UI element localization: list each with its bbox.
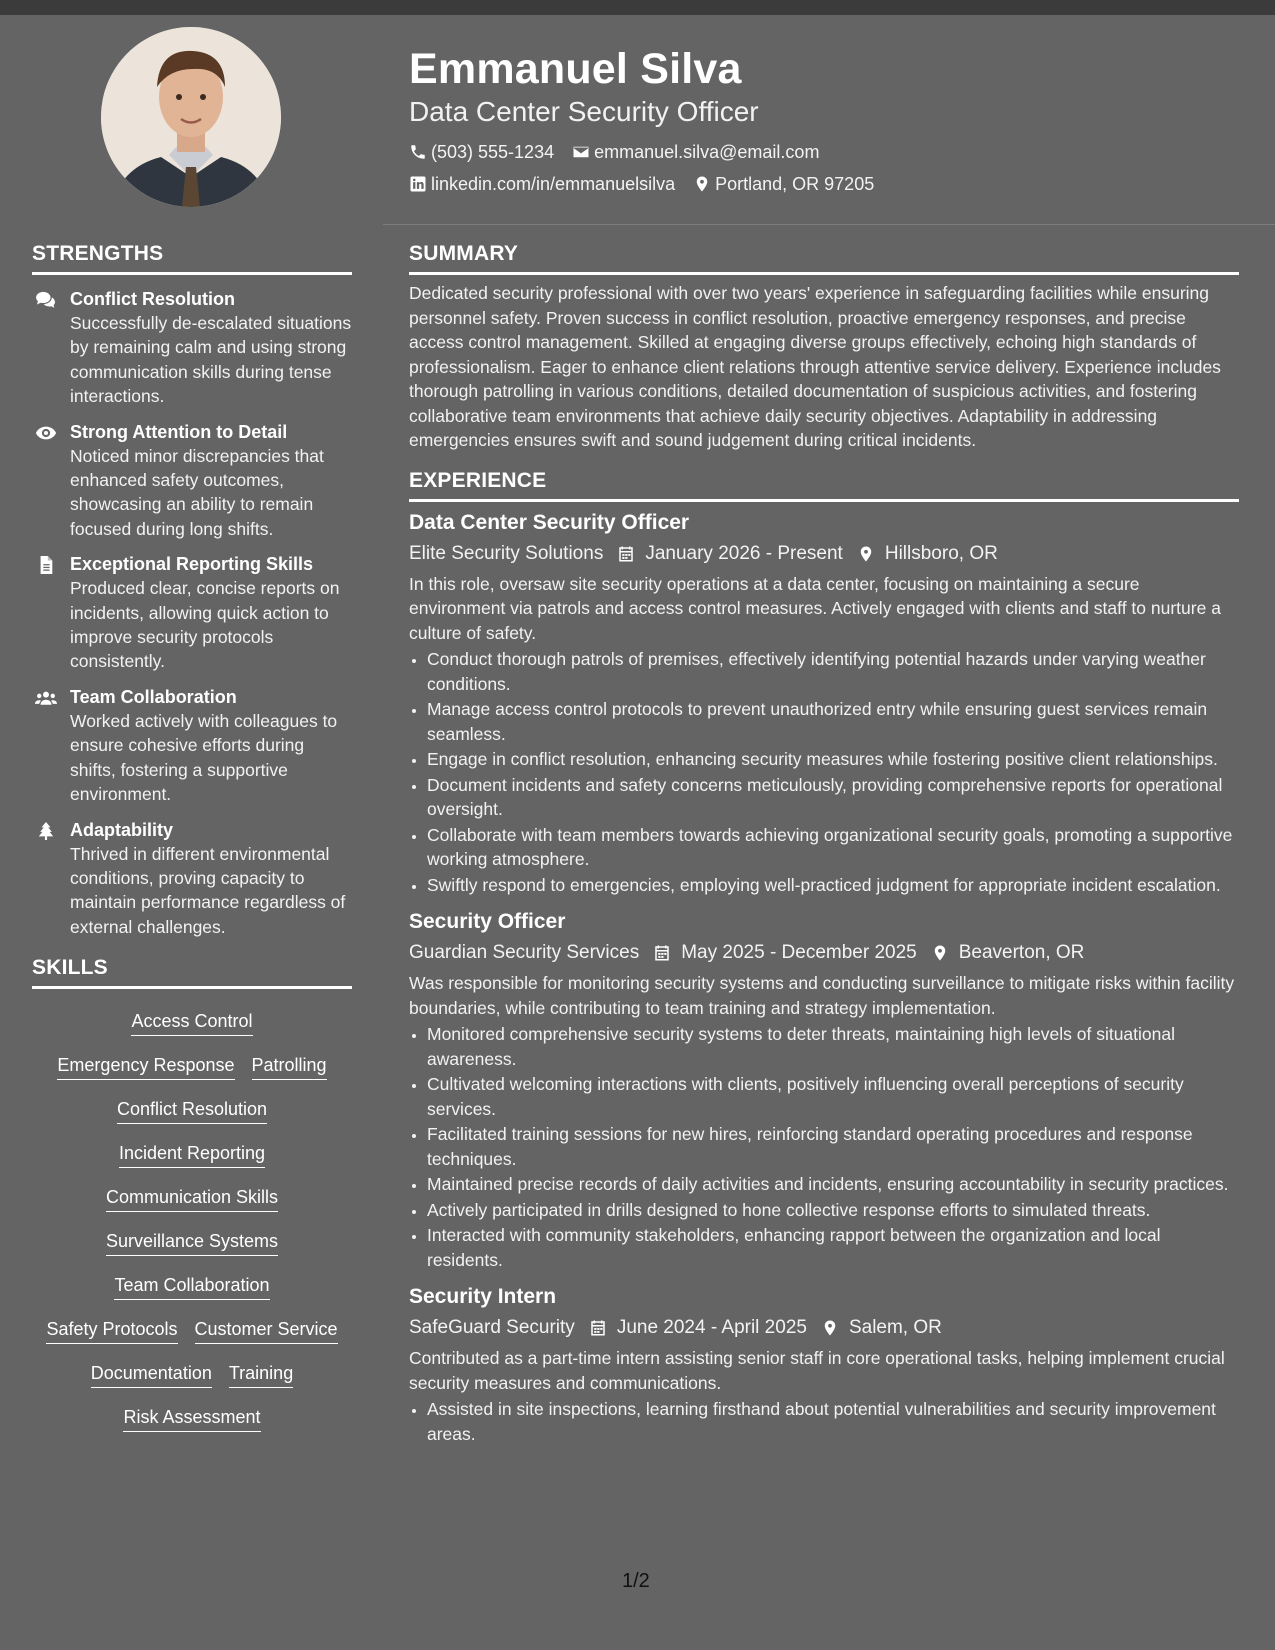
job-dates: January 2026 - Present xyxy=(645,542,843,564)
job-bullets xyxy=(409,647,1239,897)
job-bullet: • Interacted with community stakeholders, enhancing rapport between the organization and local residents. xyxy=(427,1223,1239,1272)
strength-desc: Produced clear, concise reports on incidents, allowing quick action to improve security protocols consistently. xyxy=(70,578,340,672)
strengths-rule xyxy=(32,272,352,275)
strength-item xyxy=(32,552,352,674)
strength-desc: Thrived in different environmental conditions, proving capacity to maintain performance regardless of external challenges. xyxy=(70,843,346,937)
skill-chip: Patrolling xyxy=(252,1053,327,1080)
job-bullet: • Manage access control protocols to prevent unauthorized entry while ensuring guest services remain seamless. xyxy=(427,697,1239,746)
tree-icon xyxy=(35,822,57,840)
phone-contact xyxy=(409,136,554,168)
strength-title: Team Collaboration xyxy=(70,686,237,707)
job-bullet: • Swiftly respond to emergencies, employing well-practiced judgment for appropriate incident escalation. xyxy=(427,873,1239,898)
candidate-name: Emmanuel Silva xyxy=(409,45,742,93)
job-dates: June 2024 - April 2025 xyxy=(616,1317,807,1338)
skills-row xyxy=(32,1053,352,1080)
job-location: Salem, OR xyxy=(848,1317,942,1338)
skill-chip: Communication Skills xyxy=(106,1185,278,1212)
calendar-icon xyxy=(653,944,671,962)
job-company: SafeGuard Security xyxy=(409,1317,575,1338)
strength-item xyxy=(32,420,352,542)
job-title: Security Officer xyxy=(409,910,566,933)
summary-text: Dedicated security professional with over two years' experience in safeguarding facilities while ensuring personnel safety. Proven success in conflict resolution, proactive emergency responses, and precise access control management. Skilled at engaging diverse groups effectively, echoing high standards of professionalism. Eager to enhance client relations through attentive service delivery. Experience includes thorough patrolling in various conditions, detailed documentation of suspicious activities, and fostering collaborative team environments that achieve daily security objectives. Adaptability in addressing emergencies ensures swift and sound judgement during critical incidents. xyxy=(409,283,1221,450)
skill-chip: Surveillance Systems xyxy=(106,1229,278,1256)
contact-row-2 xyxy=(409,168,1239,200)
skills-row xyxy=(32,1405,352,1432)
job-dates: May 2025 - December 2025 xyxy=(681,942,917,963)
strength-desc: Worked actively with colleagues to ensure cohesive efforts during shifts, fostering a supportive environment. xyxy=(70,710,338,805)
job-description: Contributed as a part-time intern assisting senior staff in core operational tasks, helping implement crucial security measures and communications. xyxy=(409,1348,1225,1393)
job-meta xyxy=(409,937,1239,969)
job-bullet: • Engage in conflict resolution, enhancing security measures while fostering positive client relationships. xyxy=(427,747,1239,772)
email-text: emmanuel.silva@email.com xyxy=(594,142,820,162)
skill-chip: Training xyxy=(229,1361,293,1388)
strength-title: Strong Attention to Detail xyxy=(70,421,288,442)
job-bullet: • Maintained precise records of daily activities and incidents, ensuring accountability in security practices. xyxy=(427,1172,1239,1197)
job-bullet: • Facilitated training sessions for new hires, reinforcing standard operating procedures and response techniques. xyxy=(427,1122,1239,1171)
skills-row xyxy=(32,1141,352,1168)
comments-icon xyxy=(35,291,57,309)
skill-chip: Documentation xyxy=(91,1361,212,1388)
skills-row xyxy=(32,1229,352,1256)
job-bullet: • Actively participated in drills designed to hone collective response efforts to simulated threats. xyxy=(427,1198,1239,1223)
summary-rule xyxy=(409,272,1239,275)
job-location: Hillsboro, OR xyxy=(884,542,998,564)
location-contact xyxy=(693,168,874,200)
skills-rule xyxy=(32,986,352,989)
skill-chip: Team Collaboration xyxy=(114,1273,269,1300)
page-number: 1/2 xyxy=(622,1570,650,1592)
job-bullet: • Conduct thorough patrols of premises, effectively identifying potential hazards under varying weather conditions. xyxy=(427,647,1239,696)
strength-title: Exceptional Reporting Skills xyxy=(70,554,314,575)
job-entry xyxy=(409,907,1239,1272)
job-company: Elite Security Solutions xyxy=(409,542,604,564)
linkedin-text: linkedin.com/in/emmanuelsilva xyxy=(431,174,676,194)
skill-chip: Conflict Resolution xyxy=(117,1097,267,1124)
map-pin-icon xyxy=(821,1319,839,1337)
contact-row-1 xyxy=(409,136,1239,168)
strength-item xyxy=(32,685,352,807)
job-bullet: • Collaborate with team members towards achieving organizational security goals, promoting a supportive working atmosphere. xyxy=(427,823,1239,872)
calendar-icon xyxy=(589,1319,607,1337)
skills-row xyxy=(32,1361,352,1388)
skills-list xyxy=(32,995,352,1432)
skill-chip: Emergency Response xyxy=(57,1053,234,1080)
main-column xyxy=(409,236,1239,1456)
skills-title: SKILLS xyxy=(32,956,108,980)
skills-row xyxy=(32,1097,352,1124)
job-bullets xyxy=(409,1022,1239,1272)
profile-photo xyxy=(101,27,281,207)
map-pin-icon xyxy=(693,175,711,193)
skills-row xyxy=(32,1185,352,1212)
location-text: Portland, OR 97205 xyxy=(715,174,875,194)
strengths-title: STRENGTHS xyxy=(32,242,164,265)
eye-icon xyxy=(35,424,57,442)
map-pin-icon xyxy=(931,944,949,962)
job-entry xyxy=(409,1282,1239,1446)
job-meta xyxy=(409,1312,1239,1344)
users-icon xyxy=(35,689,57,707)
sidebar xyxy=(32,236,352,1449)
skill-chip: Access Control xyxy=(131,1009,252,1036)
strength-desc: Successfully de-escalated situations by remaining calm and using strong communication skills during tense interactions. xyxy=(70,313,352,407)
envelope-icon xyxy=(572,143,590,161)
email-contact[interactable] xyxy=(572,136,819,168)
summary-title: SUMMARY xyxy=(409,242,519,265)
job-meta xyxy=(409,538,1239,570)
job-bullet: • Cultivated welcoming interactions with clients, positively influencing overall perceptions of security services. xyxy=(427,1072,1239,1121)
job-company: Guardian Security Services xyxy=(409,942,640,963)
strength-desc: Noticed minor discrepancies that enhanced safety outcomes, showcasing an ability to remain focused during long shifts. xyxy=(70,445,324,539)
document-icon xyxy=(35,556,57,574)
job-location: Beaverton, OR xyxy=(958,942,1085,963)
header-divider xyxy=(383,224,1275,225)
phone-text: (503) 555-1234 xyxy=(431,142,555,162)
skills-row xyxy=(32,1317,352,1344)
job-bullet: • Monitored comprehensive security systems to deter threats, maintaining high levels of situational awareness. xyxy=(427,1022,1239,1071)
job-title: Data Center Security Officer xyxy=(409,510,690,534)
skill-chip: Risk Assessment xyxy=(123,1405,260,1432)
strength-title: Adaptability xyxy=(70,819,174,840)
job-title: Security Intern xyxy=(409,1285,557,1308)
skill-chip: Safety Protocols xyxy=(46,1317,177,1344)
job-entry xyxy=(409,508,1239,898)
resume-header xyxy=(409,42,1239,200)
top-bar xyxy=(0,0,1275,15)
phone-icon xyxy=(409,143,427,161)
job-description: In this role, oversaw site security operations at a data center, focusing on maintaining a secure environment via patrols and access control measures. Actively engaged with clients and staff to nurture a culture of safety. xyxy=(409,573,1221,643)
strength-item xyxy=(32,287,352,409)
experience-rule xyxy=(409,499,1239,502)
calendar-icon xyxy=(617,545,635,563)
job-bullets xyxy=(409,1397,1239,1446)
strength-item xyxy=(32,818,352,940)
skills-row xyxy=(32,1009,352,1036)
candidate-title: Data Center Security Officer xyxy=(409,96,759,127)
strength-title: Conflict Resolution xyxy=(70,289,235,309)
experience-title: EXPERIENCE xyxy=(409,468,547,492)
linkedin-contact[interactable] xyxy=(409,168,675,200)
skills-row xyxy=(32,1273,352,1300)
skill-chip: Incident Reporting xyxy=(119,1141,265,1168)
job-description: Was responsible for monitoring security systems and conducting surveillance to mitigate risks within facility boundaries, while contributing to team training and strategy implementation. xyxy=(409,973,1235,1018)
linkedin-icon xyxy=(409,175,427,193)
skill-chip: Customer Service xyxy=(195,1317,338,1344)
job-bullet: • Assisted in site inspections, learning firsthand about potential vulnerabilities and security improvement areas. xyxy=(427,1397,1239,1446)
map-pin-icon xyxy=(857,545,875,563)
job-bullet: • Document incidents and safety concerns meticulously, providing comprehensive reports for operational oversight. xyxy=(427,773,1239,822)
